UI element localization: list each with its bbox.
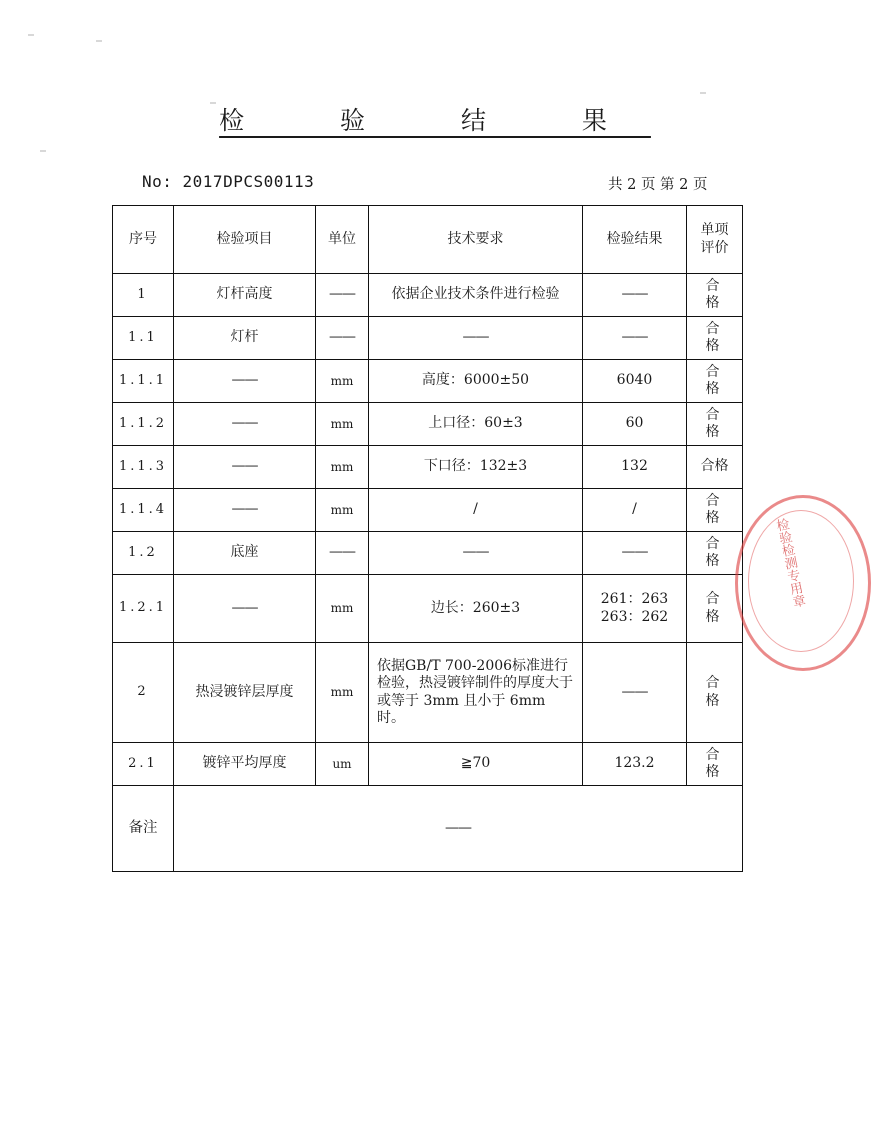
cell-evaluation: 合格 bbox=[687, 446, 743, 489]
table-row bbox=[113, 743, 743, 786]
cell-result-line2: 263：262 bbox=[600, 608, 669, 625]
cell-result: —— bbox=[583, 274, 687, 317]
cell-unit: mm bbox=[316, 360, 369, 403]
cell-result: 123.2 bbox=[583, 743, 687, 786]
cell-unit: mm bbox=[316, 489, 369, 532]
cell-result: 132 bbox=[583, 446, 687, 489]
table-row bbox=[113, 643, 743, 743]
cell-seq: 1.1 bbox=[113, 317, 174, 360]
cell-item: —— bbox=[174, 575, 316, 643]
cell-unit: mm bbox=[316, 643, 369, 743]
results-table bbox=[112, 205, 743, 872]
cell-item: —— bbox=[174, 489, 316, 532]
header-result: 检验结果 bbox=[583, 206, 687, 274]
remark-value: —— bbox=[174, 786, 743, 872]
cell-seq: 1.1.2 bbox=[113, 403, 174, 446]
header-unit: 单位 bbox=[316, 206, 369, 274]
table-row bbox=[113, 403, 743, 446]
cell-result: —— bbox=[583, 643, 687, 743]
header-evaluation-line1: 单项 bbox=[700, 222, 729, 238]
cell-result-line1: 261：263 bbox=[600, 591, 669, 607]
cell-unit: mm bbox=[316, 446, 369, 489]
cell-requirement: 边长：260±3 bbox=[369, 575, 583, 643]
table-row bbox=[113, 532, 743, 575]
cell-seq: 1.1.3 bbox=[113, 446, 174, 489]
header-item: 检验项目 bbox=[174, 206, 316, 274]
cell-unit: —— bbox=[316, 532, 369, 575]
cell-evaluation: 合 格 bbox=[687, 360, 743, 403]
official-stamp-text: 检验检测专用章 bbox=[772, 517, 806, 610]
cell-seq: 2 bbox=[113, 643, 174, 743]
cell-evaluation: 合 格 bbox=[687, 743, 743, 786]
table-row bbox=[113, 317, 743, 360]
table-row bbox=[113, 575, 743, 643]
cell-seq: 1.2 bbox=[113, 532, 174, 575]
cell-requirement: ≧70 bbox=[369, 743, 583, 786]
table-header-row bbox=[113, 206, 743, 274]
header-evaluation-line2: 评价 bbox=[700, 239, 729, 256]
cell-result: 6040 bbox=[583, 360, 687, 403]
cell-unit: —— bbox=[316, 274, 369, 317]
cell-result: 60 bbox=[583, 403, 687, 446]
cell-seq: 2.1 bbox=[113, 743, 174, 786]
cell-requirement: 依据企业技术条件进行检验 bbox=[369, 274, 583, 317]
cell-item: 镀锌平均厚度 bbox=[174, 743, 316, 786]
cell-unit: —— bbox=[316, 317, 369, 360]
header-requirement: 技术要求 bbox=[369, 206, 583, 274]
cell-evaluation: 合 格 bbox=[687, 643, 743, 743]
cell-seq: 1.1.4 bbox=[113, 489, 174, 532]
cell-requirement: 高度：6000±50 bbox=[369, 360, 583, 403]
header-seq: 序号 bbox=[113, 206, 174, 274]
table-row bbox=[113, 489, 743, 532]
cell-evaluation: 合 格 bbox=[687, 575, 743, 643]
cell-item: 灯杆高度 bbox=[174, 274, 316, 317]
cell-requirement: 依据GB/T 700-2006标准进行检验，热浸镀锌制件的厚度大于或等于 3mm 且小于 6mm 时。 bbox=[369, 643, 583, 743]
cell-requirement: 上口径：60±3 bbox=[369, 403, 583, 446]
cell-requirement: —— bbox=[369, 317, 583, 360]
cell-seq: 1 bbox=[113, 274, 174, 317]
table-row bbox=[113, 274, 743, 317]
cell-requirement: / bbox=[369, 489, 583, 532]
table-row bbox=[113, 360, 743, 403]
cell-evaluation: 合 格 bbox=[687, 489, 743, 532]
cell-item: —— bbox=[174, 446, 316, 489]
remark-row bbox=[113, 786, 743, 872]
page-info: 共 2 页 第 2 页 bbox=[608, 177, 708, 193]
page-title: 检 验 结 果 bbox=[219, 106, 651, 135]
cell-unit: mm bbox=[316, 403, 369, 446]
cell-result: —— bbox=[583, 532, 687, 575]
cell-requirement: —— bbox=[369, 532, 583, 575]
cell-evaluation: 合 格 bbox=[687, 317, 743, 360]
remark-label: 备注 bbox=[113, 786, 174, 872]
cell-seq: 1.1.1 bbox=[113, 360, 174, 403]
cell-unit: mm bbox=[316, 575, 369, 643]
cell-evaluation: 合 格 bbox=[687, 403, 743, 446]
cell-item: 底座 bbox=[174, 532, 316, 575]
cell-evaluation: 合 格 bbox=[687, 532, 743, 575]
cell-requirement: 下口径：132±3 bbox=[369, 446, 583, 489]
cell-result: —— bbox=[583, 317, 687, 360]
cell-evaluation: 合 格 bbox=[687, 274, 743, 317]
header-evaluation bbox=[687, 206, 743, 274]
report-number: No: 2017DPCS00113 bbox=[142, 172, 315, 191]
cell-item: 热浸镀锌层厚度 bbox=[174, 643, 316, 743]
cell-item: 灯杆 bbox=[174, 317, 316, 360]
cell-unit: um bbox=[316, 743, 369, 786]
cell-seq: 1.2.1 bbox=[113, 575, 174, 643]
cell-item: —— bbox=[174, 403, 316, 446]
table-row bbox=[113, 446, 743, 489]
cell-item: —— bbox=[174, 360, 316, 403]
cell-result bbox=[583, 575, 687, 643]
cell-result: / bbox=[583, 489, 687, 532]
